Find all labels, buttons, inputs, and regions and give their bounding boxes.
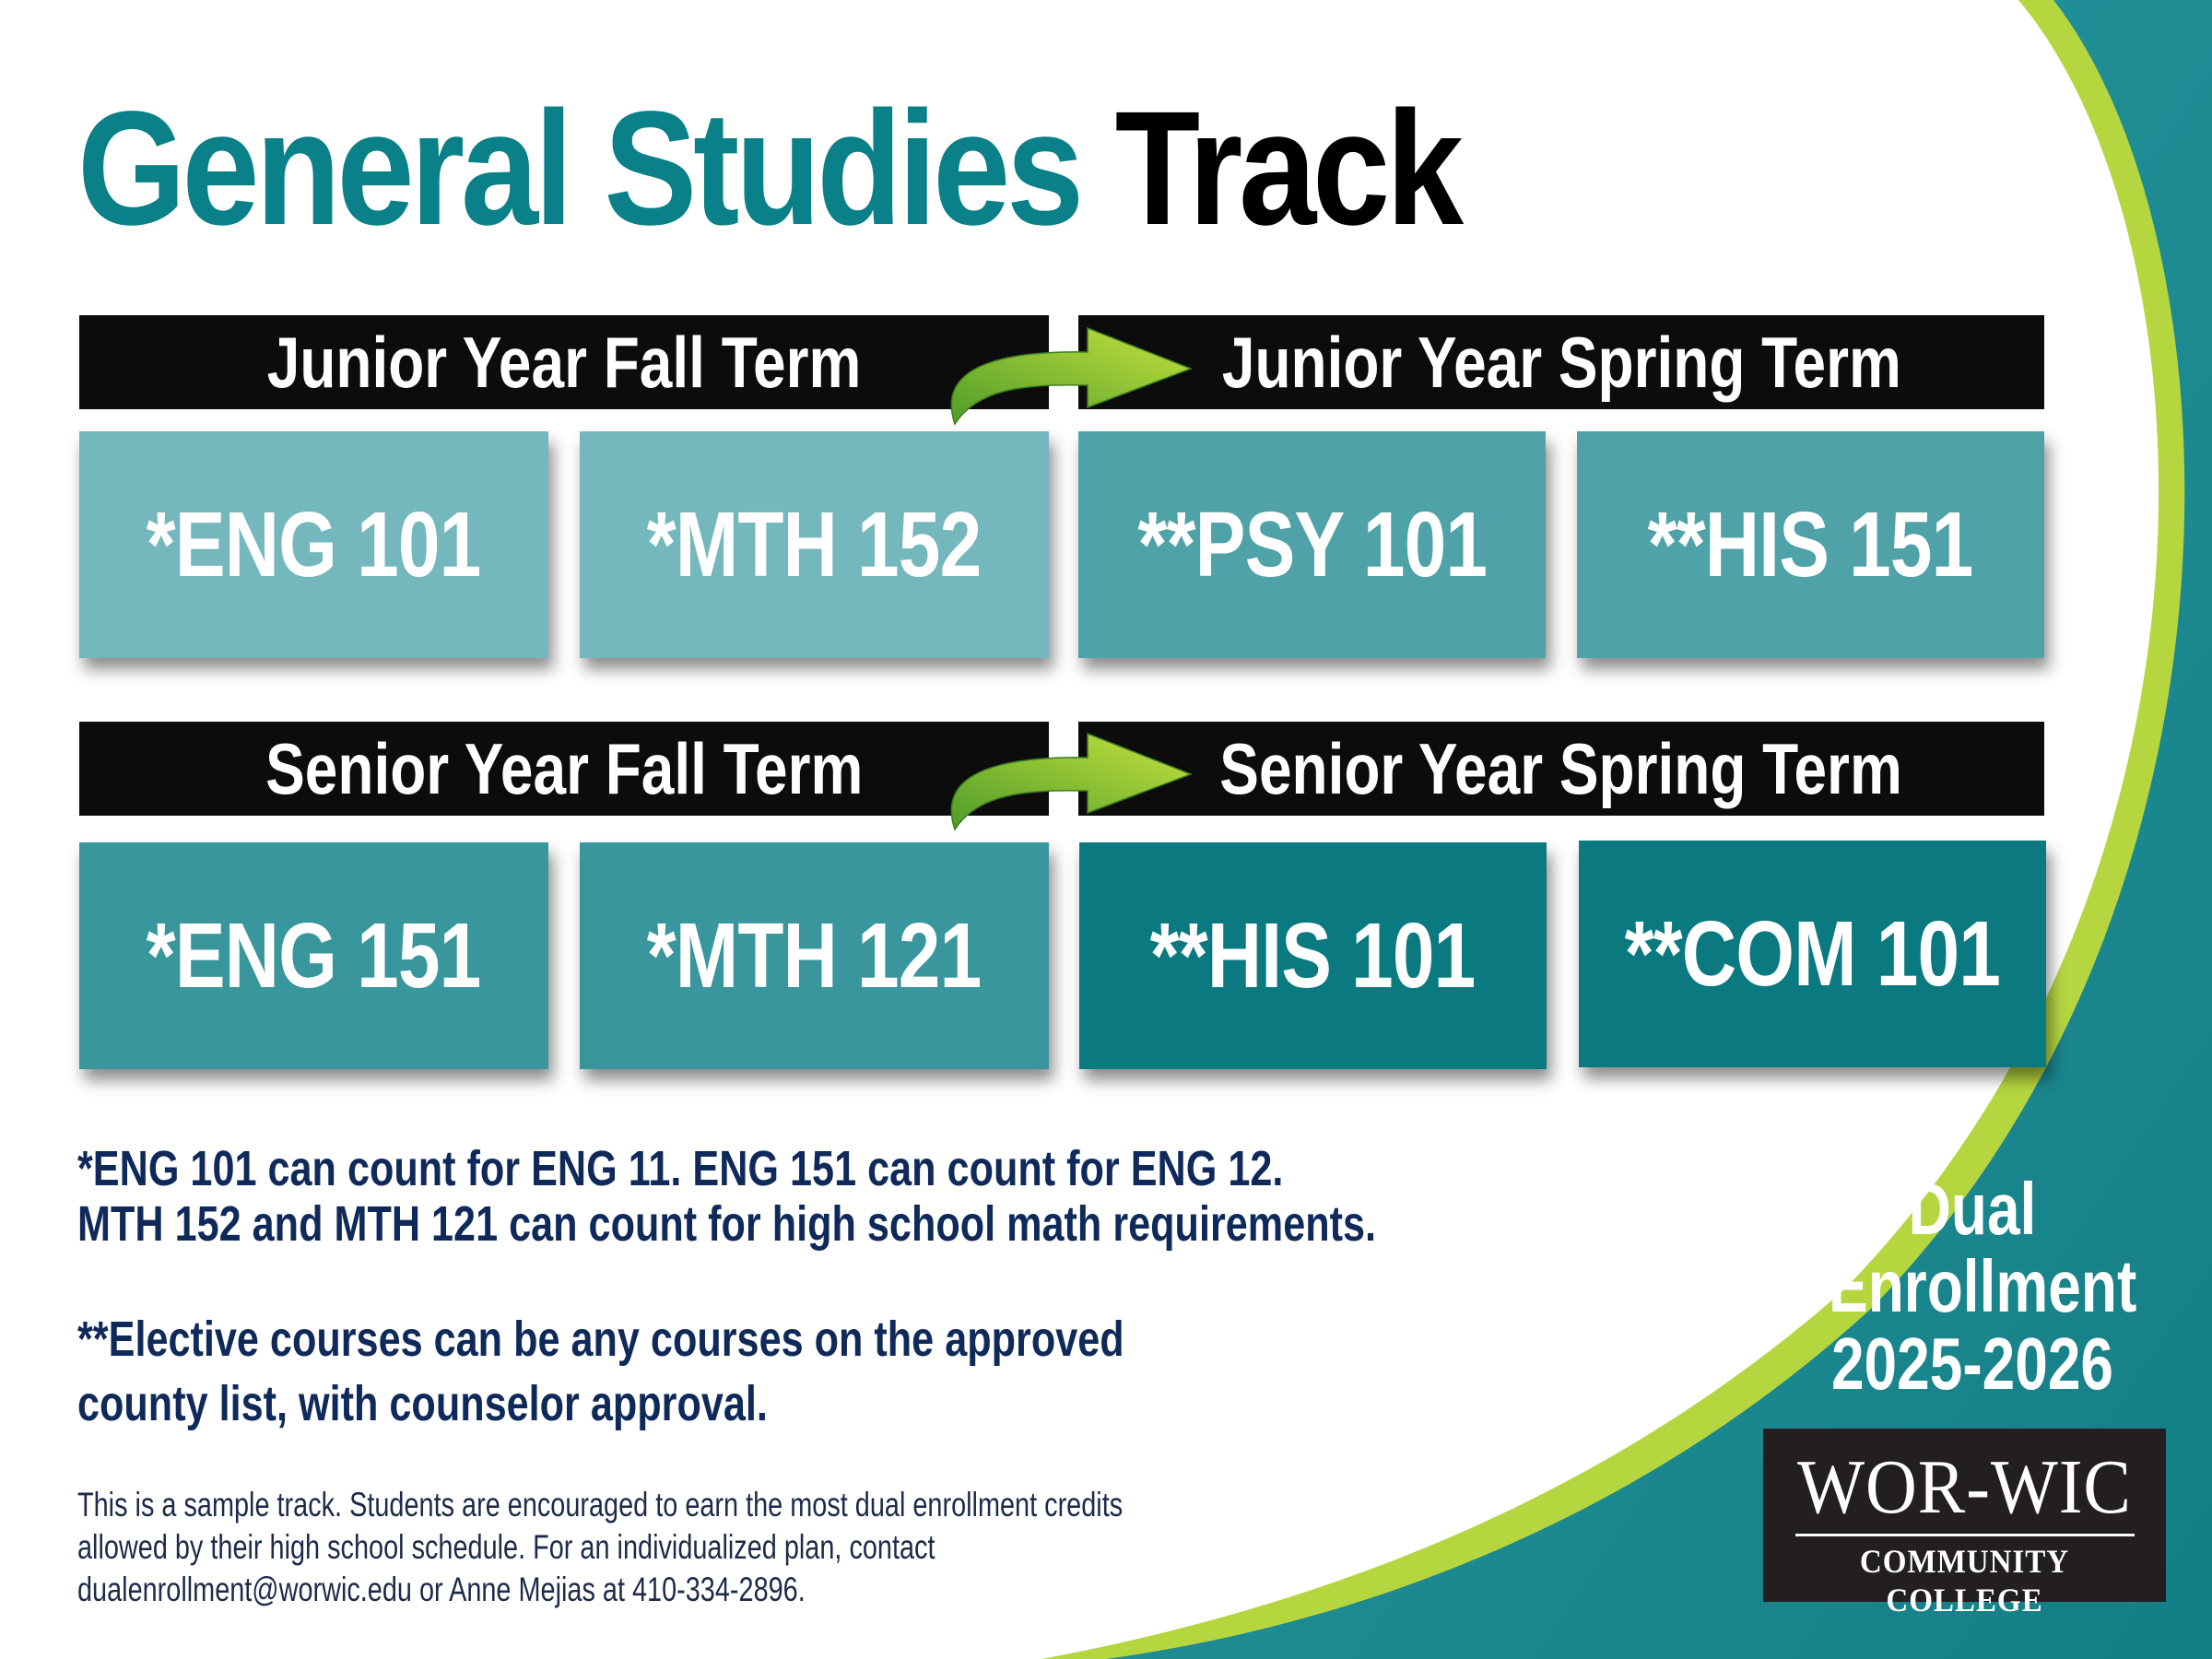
logo-subtitle: COMMUNITY COLLEGE	[1859, 1543, 2070, 1618]
course-code: *ENG 151	[147, 903, 481, 1007]
badge-line: 2025-2026	[1830, 1323, 2114, 1405]
term-label: Senior Year Spring Term	[1219, 727, 1903, 809]
title-track: Track	[1114, 78, 1460, 259]
footnote-line: county list, with counselor approval.	[77, 1376, 768, 1431]
course-code: *MTH 152	[647, 492, 982, 596]
fine-print	[77, 1484, 1123, 1611]
footnote-double-asterisk	[77, 1307, 1124, 1436]
curved-arrow-icon	[940, 312, 1217, 431]
course-box-his151	[1577, 431, 2044, 658]
term-label: Junior Year Fall Term	[266, 321, 862, 403]
course-box-eng151	[79, 842, 548, 1069]
logo-wordmark: WOR-WIC	[1797, 1444, 2132, 1530]
footnote-single-asterisk	[77, 1141, 1376, 1252]
footnote-line: MTH 152 and MTH 121 can count for high school math requirements.	[77, 1196, 1377, 1252]
term-header-junior-spring	[1078, 315, 2044, 409]
footnote-line: **Elective courses can be any courses on the approved	[77, 1312, 1124, 1367]
course-box-his101	[1079, 842, 1547, 1069]
course-box-mth152	[580, 431, 1049, 658]
fine-print-line: dualenrollment@worwic.edu or Anne Mejias at 410-334-2896.	[77, 1571, 806, 1608]
badge-line: Enrollment	[1829, 1245, 2137, 1327]
course-code: *MTH 121	[647, 903, 982, 1007]
logo-divider	[1795, 1534, 2135, 1536]
course-code: *ENG 101	[147, 492, 481, 596]
fine-print-line: allowed by their high school schedule. For an individualized plan, contact	[77, 1528, 935, 1566]
title-general-studies: General Studies	[77, 78, 1080, 259]
term-header-junior-fall	[79, 315, 1049, 409]
course-box-eng101	[79, 431, 548, 658]
course-code: **HIS 151	[1648, 492, 1973, 596]
term-label: Junior Year Spring Term	[1221, 321, 1901, 403]
dual-enrollment-badge	[1793, 1168, 2152, 1405]
course-code: **HIS 101	[1150, 903, 1476, 1007]
page-title	[77, 78, 1460, 259]
fine-print-line: This is a sample track. Students are encouraged to earn the most dual enrollment credits	[77, 1486, 1124, 1524]
term-label: Senior Year Fall Term	[265, 727, 864, 809]
footnote-line: *ENG 101 can count for ENG 11. ENG 151 can count for ENG 12.	[77, 1141, 1284, 1196]
badge-line: Dual	[1908, 1168, 2037, 1250]
curved-arrow-icon	[940, 717, 1217, 837]
college-logo	[1763, 1429, 2166, 1618]
course-box-psy101	[1078, 431, 1546, 658]
course-box-com101	[1579, 841, 2046, 1067]
term-header-senior-fall	[79, 722, 1049, 816]
term-header-senior-spring	[1078, 722, 2044, 816]
course-box-mth121	[580, 842, 1049, 1069]
course-code: **PSY 101	[1137, 492, 1487, 596]
course-code: **COM 101	[1624, 901, 2001, 1006]
